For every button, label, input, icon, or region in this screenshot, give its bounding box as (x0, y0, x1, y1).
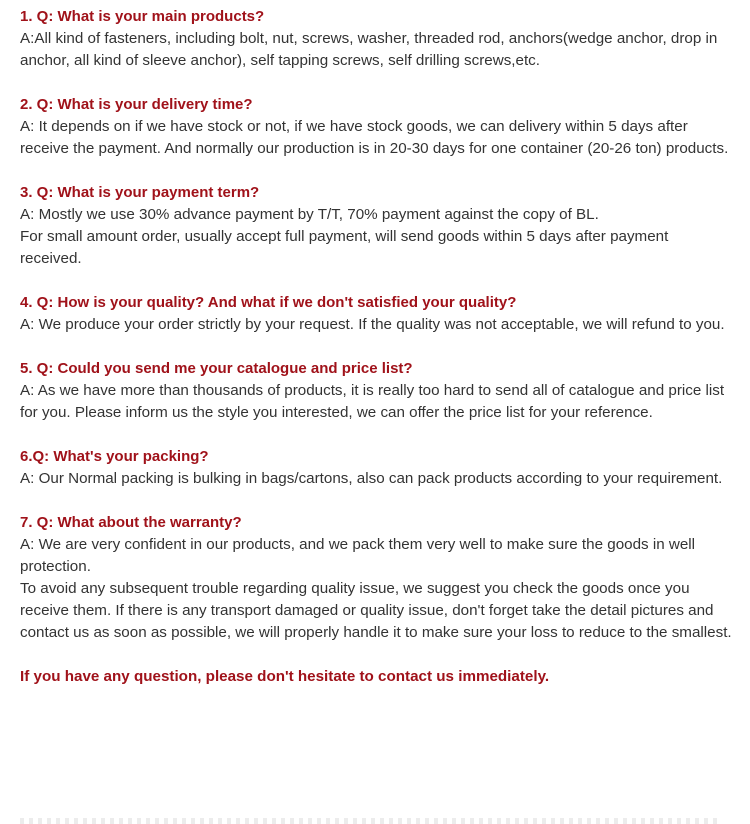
faq-answer: For small amount order, usually accept full payment, will send goods within 5 days after payment received. (20, 228, 669, 267)
faq-item (20, 512, 732, 644)
faq-item (20, 292, 732, 336)
faq-answer: A: We are very confident in our products, and we pack them very well to make sure the goods in well protection. (20, 536, 696, 575)
faq-answer: A:All kind of fasteners, including bolt, nut, screws, washer, threaded rod, anchors(wedge anchor, drop in anchor, all kind of sleeve anchor), self tapping screws, self drilling screws,etc. (20, 30, 718, 69)
faq-answer: A: We produce your order strictly by your request. If the quality was not acceptable, we will refund to you. (20, 316, 725, 333)
faq-question: 1. Q: What is your main products? (20, 8, 265, 25)
faq-question: 6.Q: What's your packing? (20, 448, 209, 465)
faq-item (20, 182, 732, 270)
faq-question: 5. Q: Could you send me your catalogue and price list? (20, 360, 413, 377)
faq-answer: A: It depends on if we have stock or not, if we have stock goods, we can delivery within 5 days after receive the payment. And normally our production is in 20-30 days for one container (20-26 ton) products. (20, 118, 729, 157)
faq-question: 3. Q: What is your payment term? (20, 184, 260, 201)
faq-item (20, 358, 732, 424)
faq-item (20, 446, 732, 490)
faq-answer: A: Mostly we use 30% advance payment by T/T, 70% payment against the copy of BL. (20, 206, 599, 223)
faq-answer: A: As we have more than thousands of products, it is really too hard to send all of catalogue and price list for you. Please inform us the style you interested, we can offer the price list for your reference. (20, 382, 725, 421)
faq-question: 7. Q: What about the warranty? (20, 514, 242, 531)
faq-answer: To avoid any subsequent trouble regarding quality issue, we suggest you check the goods once you receive them. If there is any transport damaged or quality issue, don't forget take the detail pictures and contact us as soon as possible, we will properly handle it to make sure your loss to reduce to the smallest. (20, 580, 732, 641)
faq-item (20, 94, 732, 160)
faq-question: 2. Q: What is your delivery time? (20, 96, 253, 113)
faq-list (20, 6, 732, 688)
faq-item (20, 6, 732, 72)
contact-closing-note: If you have any question, please don't hesitate to contact us immediately. (20, 668, 550, 685)
cut-off-text-row (20, 818, 720, 824)
faq-answer: A: Our Normal packing is bulking in bags/cartons, also can pack products according to your requirement. (20, 470, 723, 487)
faq-question: 4. Q: How is your quality? And what if we don't satisfied your quality? (20, 294, 517, 311)
